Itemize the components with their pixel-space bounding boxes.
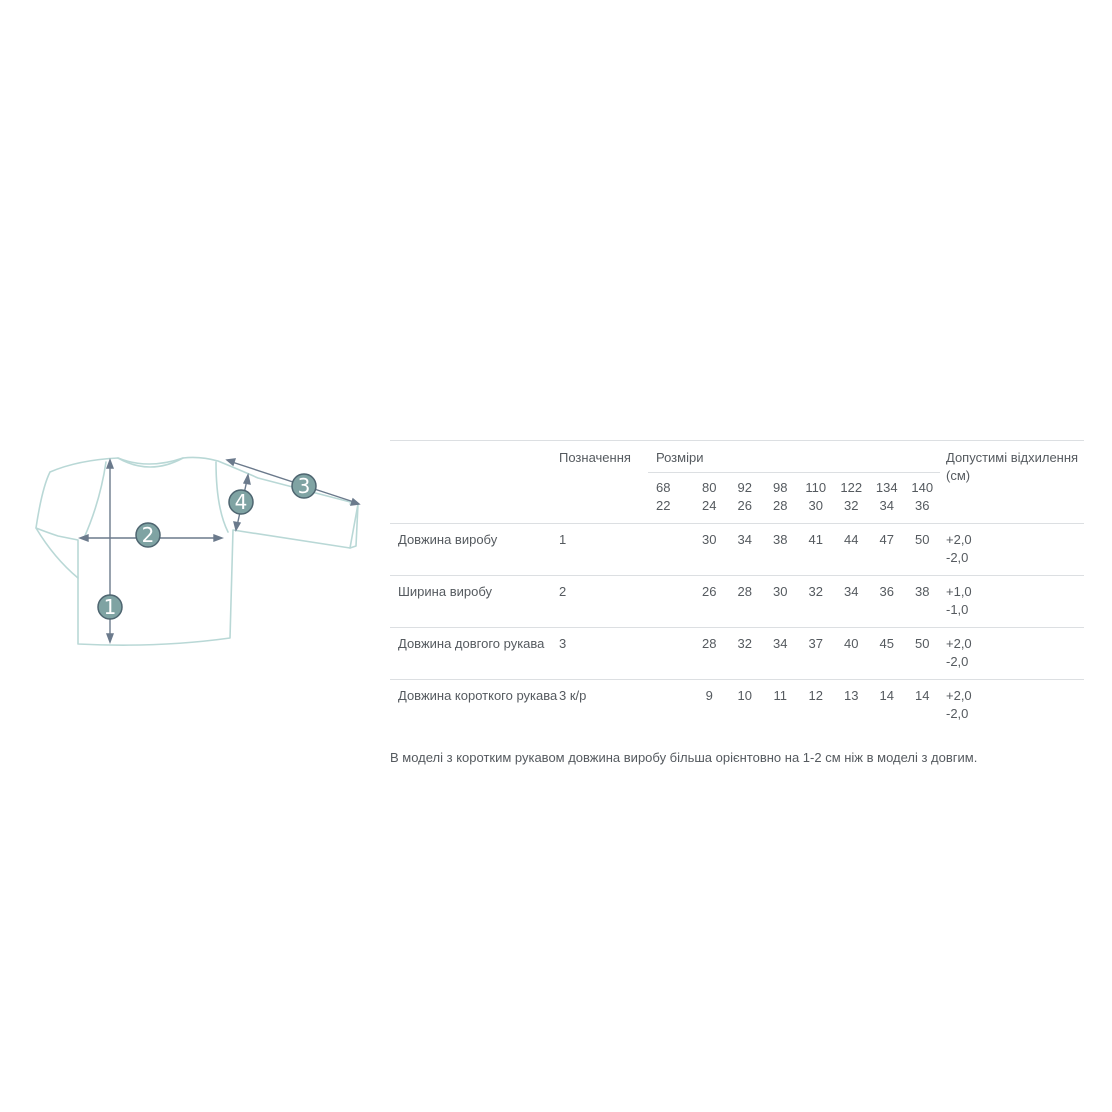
row-tolerance: +2,0 -2,0	[940, 524, 1084, 576]
svg-text:3: 3	[297, 474, 311, 498]
header-empty	[390, 441, 559, 473]
table-cell: 12	[798, 680, 834, 732]
row-label: Довжина довгого рукава	[390, 628, 559, 680]
row-code: 3 к/р	[559, 680, 648, 732]
table-cell: 11	[763, 680, 799, 732]
table-cell	[648, 628, 692, 680]
table-cell: 38	[905, 576, 941, 628]
table-cell: 36	[869, 576, 905, 628]
size-col-4: 98 28	[773, 480, 788, 513]
table-cell: 32	[727, 628, 763, 680]
size-col-8: 140 36	[911, 480, 934, 513]
size-col-1: 68 22	[656, 480, 671, 513]
marker-4	[229, 490, 253, 514]
table-cell: 13	[834, 680, 870, 732]
row-code: 3	[559, 628, 648, 680]
table-header-row	[390, 441, 1084, 473]
header-designation: Позначення	[559, 441, 648, 524]
row-label: Ширина виробу	[390, 576, 559, 628]
table-cell: 40	[834, 628, 870, 680]
table-cell: 38	[763, 524, 799, 576]
table-cell: 30	[692, 524, 728, 576]
row-label: Довжина короткого рукава	[390, 680, 559, 732]
row-code: 2	[559, 576, 648, 628]
table-cell: 34	[834, 576, 870, 628]
table-cell	[648, 576, 692, 628]
table-cell: 28	[692, 628, 728, 680]
table-cell: 50	[905, 628, 941, 680]
row-code: 1	[559, 524, 648, 576]
row-tolerance: +2,0 -2,0	[940, 628, 1084, 680]
size-col-2: 80 24	[702, 480, 717, 513]
svg-text:1: 1	[103, 595, 117, 619]
svg-text:4: 4	[234, 490, 248, 514]
table-cell: 34	[727, 524, 763, 576]
table-cell: 45	[869, 628, 905, 680]
table-cell: 34	[763, 628, 799, 680]
table-cell: 44	[834, 524, 870, 576]
size-table-container	[390, 440, 1084, 731]
size-col-5: 110 30	[805, 480, 827, 513]
header-tolerance: Допустимі відхилення (см)	[940, 441, 1084, 524]
size-col-7: 134 34	[875, 480, 898, 513]
measurement-arrows	[80, 459, 359, 642]
table-cell: 10	[727, 680, 763, 732]
table-cell: 28	[727, 576, 763, 628]
table-row	[390, 524, 1084, 576]
table-cell	[648, 524, 692, 576]
marker-2	[136, 523, 160, 547]
table-row	[390, 680, 1084, 732]
table-cell: 14	[905, 680, 941, 732]
table-cell: 47	[869, 524, 905, 576]
table-cell: 32	[798, 576, 834, 628]
garment-diagram	[28, 448, 368, 658]
svg-text:2: 2	[141, 523, 155, 547]
table-cell: 26	[692, 576, 728, 628]
size-col-6: 122 32	[840, 480, 863, 513]
footnote: В моделі з коротким рукавом довжина виробу більша орієнтовно на 1-2 см ніж в моделі з довгим.	[390, 750, 978, 765]
size-table	[390, 440, 1084, 731]
table-cell	[648, 680, 692, 732]
table-cell: 30	[763, 576, 799, 628]
row-label: Довжина виробу	[390, 524, 559, 576]
table-cell: 37	[798, 628, 834, 680]
size-col-3: 92 26	[737, 480, 752, 513]
marker-1	[98, 595, 122, 619]
marker-3	[292, 474, 316, 498]
header-sizes: Розміри	[648, 441, 940, 473]
header-empty-2	[390, 473, 559, 524]
row-tolerance: +2,0 -2,0	[940, 680, 1084, 732]
table-row	[390, 576, 1084, 628]
row-tolerance: +1,0 -1,0	[940, 576, 1084, 628]
table-cell: 14	[869, 680, 905, 732]
table-row	[390, 628, 1084, 680]
table-cell: 50	[905, 524, 941, 576]
table-cell: 9	[692, 680, 728, 732]
table-cell: 41	[798, 524, 834, 576]
